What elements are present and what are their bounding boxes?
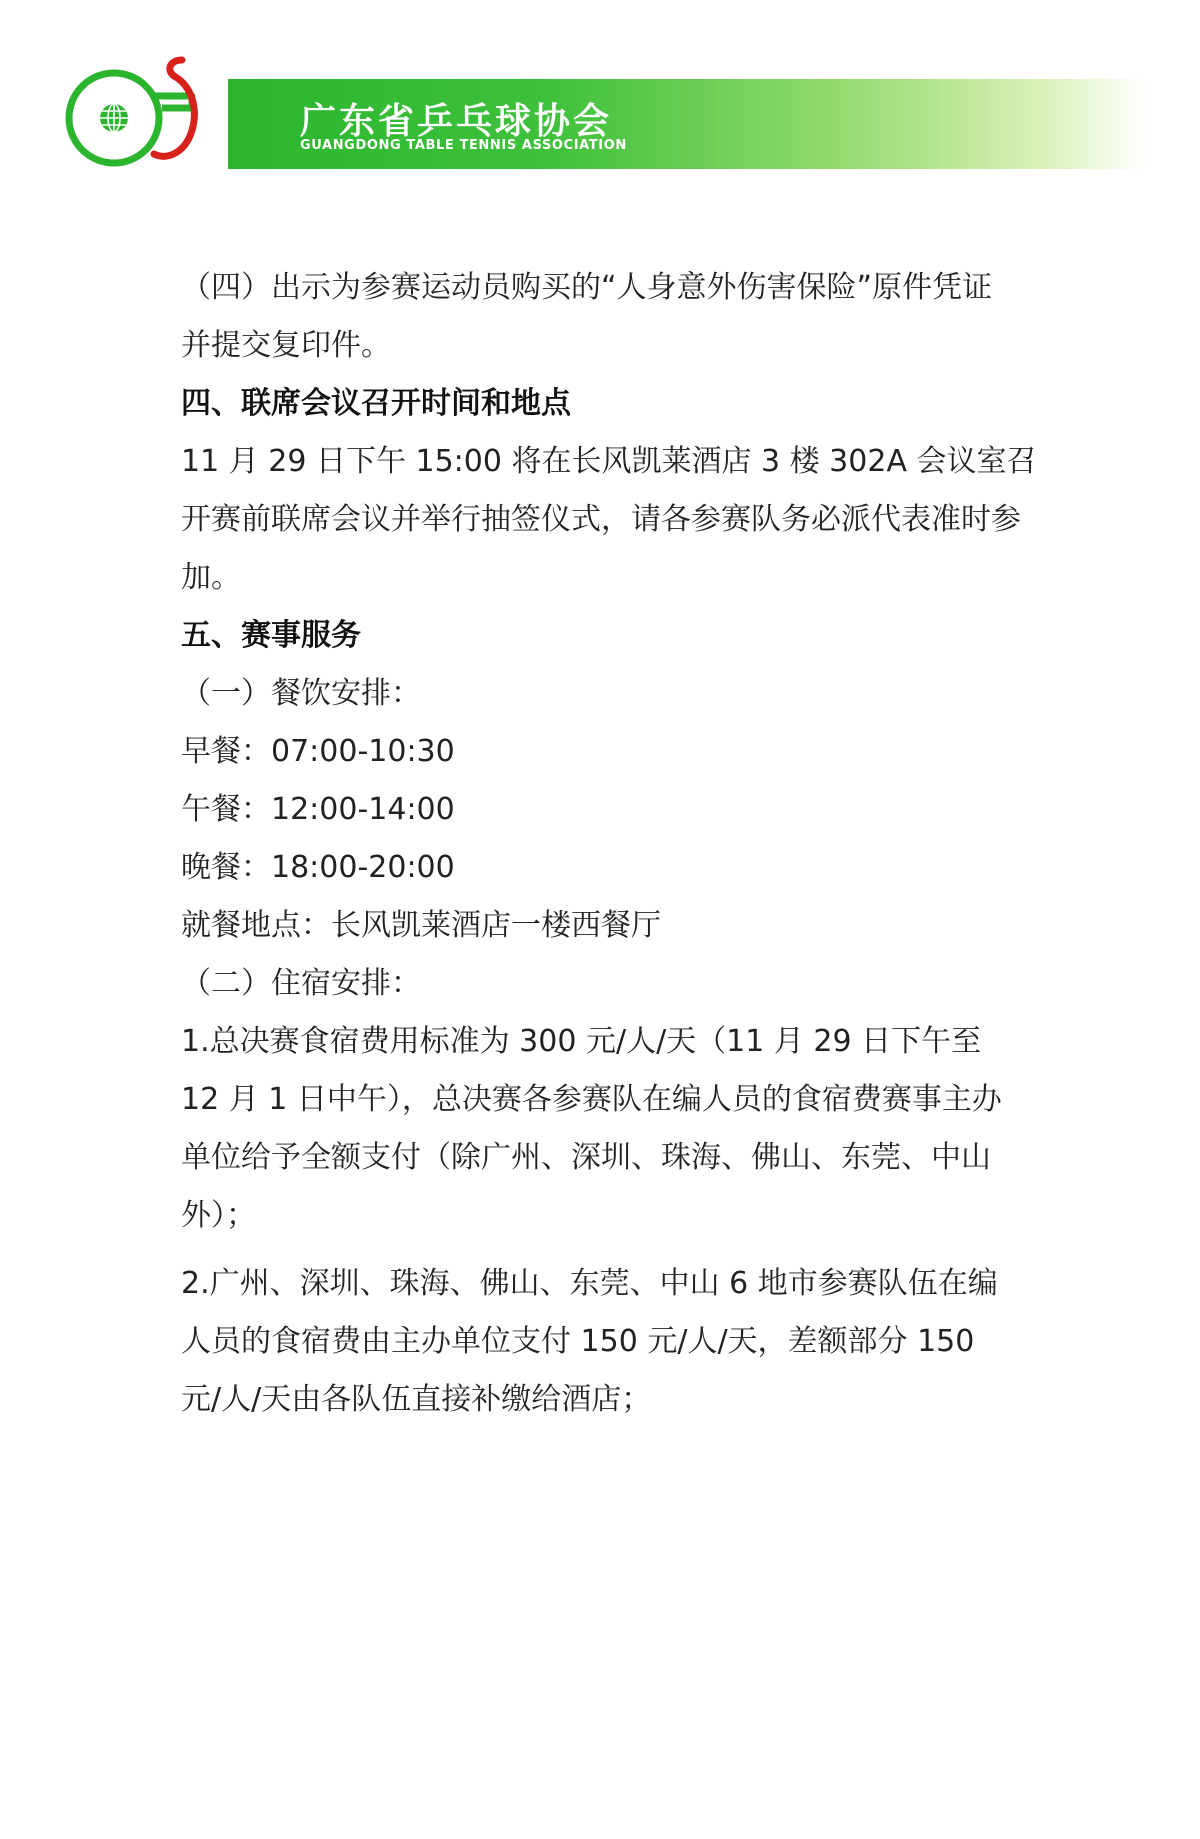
association-name-english: GUANGDONG TABLE TENNIS ASSOCIATION [300, 138, 627, 153]
paragraph-line: 晚餐：18:00-20:00 [181, 850, 455, 885]
page-header [0, 0, 1200, 200]
paragraph-line: 早餐：07:00-10:30 [181, 734, 455, 769]
association-name: 广东省乒乓球协会 [300, 101, 613, 142]
paragraph-line: 人员的食宿费由主办单位支付 150 元/人/天，差额部分 150 [181, 1324, 975, 1359]
paragraph-line: 加。 [181, 560, 241, 595]
paragraph-line: （二）住宿安排： [181, 966, 421, 1001]
association-logo-icon [62, 56, 252, 186]
paragraph-line: （一）餐饮安排： [181, 676, 421, 711]
paragraph-line: 1.总决赛食宿费用标准为 300 元/人/天（11 月 29 日下午至 [181, 1024, 982, 1059]
paragraph-line: 12 月 1 日中午），总决赛各参赛队在编人员的食宿费赛事主办 [181, 1082, 1002, 1117]
paragraph-line: 元/人/天由各队伍直接补缴给酒店； [181, 1382, 652, 1417]
paragraph-line: 午餐：12:00-14:00 [181, 792, 455, 827]
paragraph-line: 2.广州、深圳、珠海、佛山、东莞、中山 6 地市参赛队伍在编 [181, 1266, 998, 1301]
paragraph-line: 11 月 29 日下午 15:00 将在长风凯莱酒店 3 楼 302A 会议室召 [181, 444, 1037, 479]
paragraph-line: 外）； [181, 1198, 256, 1233]
paragraph-line: （四）出示为参赛运动员购买的“人身意外伤害保险”原件凭证 [181, 270, 993, 305]
section-heading: 四、联席会议召开时间和地点 [181, 386, 571, 421]
paragraph-line: 就餐地点：长风凯莱酒店一楼西餐厅 [181, 908, 661, 943]
section-heading: 五、赛事服务 [181, 618, 361, 653]
paragraph-line: 单位给予全额支付（除广州、深圳、珠海、佛山、东莞、中山 [181, 1140, 991, 1175]
paragraph-line: 开赛前联席会议并举行抽签仪式，请各参赛队务必派代表准时参 [181, 502, 1021, 537]
paragraph-line: 并提交复印件。 [181, 328, 391, 363]
